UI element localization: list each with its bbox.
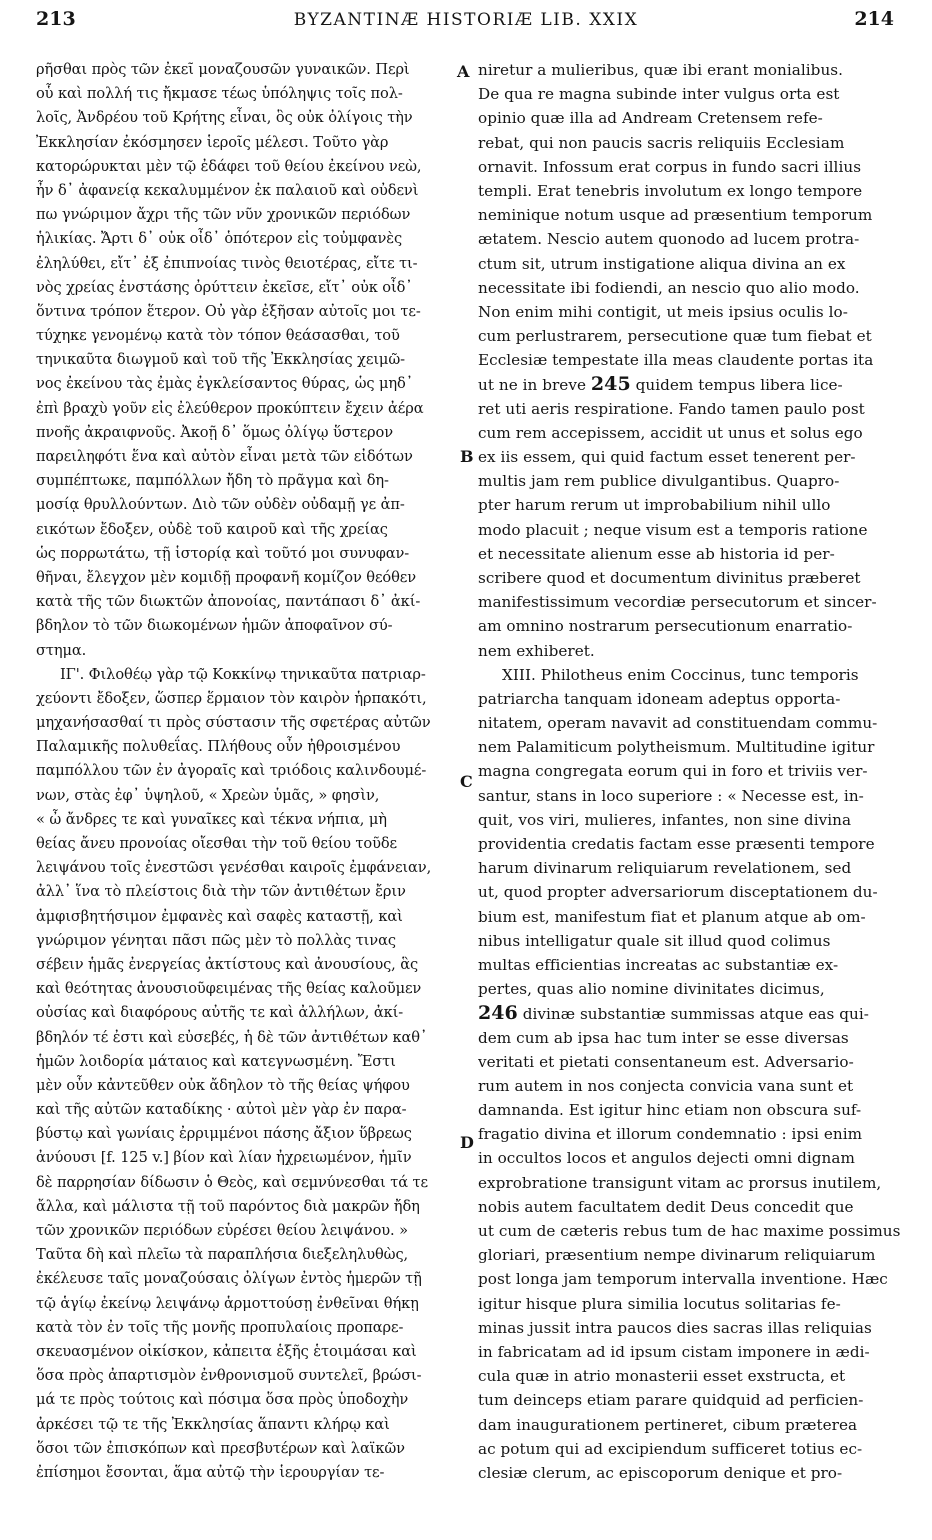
latin-text-line: post longa jam temporum intervalla inventione. Hæc xyxy=(478,1270,888,1289)
greek-text-line: κατορώρυκται μὲν τῷ ἐδάφει τοῦ θείου ἐκείνου νεὼ, xyxy=(36,157,422,175)
greek-text-line: τύχηκε γενομένῳ κατὰ τὸν τόπον θεάσασθαι, τοῦ xyxy=(36,327,400,345)
greek-text-line: ἀνύουσι [f. 125 v.] βίον καὶ λίαν ἠχρειωμένον, ἡμῖν xyxy=(36,1149,412,1167)
latin-text-line: De qua re magna subinde inter vulgus orta est xyxy=(478,85,840,104)
latin-text-line: multis jam rem publice divulgantibus. Quapro- xyxy=(478,472,840,491)
greek-text-line: νος ἐκείνου τὰς ἐμὰς ἐγκλείσαντος θύρας, ὡς μηδ᾽ xyxy=(36,375,413,393)
greek-text-line: ἀλλ᾽ ἵνα τὸ πλείστοις διὰ τὴν τῶν ἀντιθέτων ἔριν xyxy=(36,883,406,901)
latin-text-line: multas efficientias increatas ac substantiæ ex- xyxy=(478,955,839,974)
greek-text-line: σκευασμένον οἰκίσκον, κἀπειτα ἑξῆς ἑτοιμάσαι καὶ xyxy=(36,1342,417,1360)
latin-text-line: pter harum rerum ut improbabilium nihil ullo xyxy=(478,496,831,515)
latin-text-line: scribere quod et documentum divinitus præberet xyxy=(478,568,861,587)
latin-text-line: ornavit. Infossum erat corpus in fundo sacri illius xyxy=(478,157,862,176)
latin-text-line: ac potum qui ad excipiendum sufficeret totius ec- xyxy=(478,1439,863,1458)
greek-text-line: βδηλον τὸ τῶν διωκομένων ἡμῶν ἀποφαῖνον σύ- xyxy=(36,617,393,635)
latin-text-line: neminique notum usque ad præsentium temporum xyxy=(478,206,873,225)
greek-text-line: κατὰ τῆς τῶν διωκτῶν ἀπονοίας, παντάπασι δ᾽ ἀκί- xyxy=(36,593,421,611)
latin-text-line: niretur a mulieribus, quæ ibi erant monialibus. xyxy=(478,61,844,79)
greek-text-line: ἐπίσημοι ἔσονται, ἅμα αὐτῷ τὴν ἱερουργίαν τε- xyxy=(36,1463,385,1481)
greek-text-line: πω γνώριμον ἄχρι τῆς τῶν νῦν χρονικῶν περιόδων xyxy=(36,206,411,224)
greek-text-line: ἄλλα, καὶ μάλιστα τῇ τοῦ παρόντος διὰ μακρῶν ἤδη xyxy=(36,1197,420,1215)
latin-text-line: Non enim mihi contigit, ut meis ipsius oculis lo- xyxy=(478,302,848,321)
running-title: BYZANTINÆ HISTORIÆ LIB. XXIX xyxy=(293,10,639,30)
latin-text-line: providentia credatis factam esse præsenti tempore xyxy=(478,835,875,853)
latin-text-line: magna congregata eorum qui in foro et triviis ver- xyxy=(478,762,868,781)
page-number-right: 214 xyxy=(854,8,894,30)
greek-text-line: οὗ καὶ πολλή τις ἤκμασε τέως ὑπόληψις τοῖς πολ- xyxy=(36,85,403,103)
latin-text-line: in occultos locos et angulos dejecti omni dignam xyxy=(478,1149,855,1168)
latin-text-line: in fabricatam ad id ipsum cistam imponere in ædi- xyxy=(478,1342,870,1361)
page-number-left: 213 xyxy=(36,8,76,30)
latin-text-line: cula quæ in atrio monasterii esset exstructa, et xyxy=(478,1367,846,1386)
greek-text-line: μηχανήσασθαί τι πρὸς σύστασιν τῆς σφετέρας αὐτῶν xyxy=(36,714,431,732)
latin-text-line: ex iis essem, qui quid factum esset tenerent per- xyxy=(478,448,856,466)
greek-text-line: ἀμφισβητήσιμον ἐμφανὲς καὶ σαφὲς καταστῇ, καὶ xyxy=(36,907,403,925)
greek-text-line: παρειληφότι ἕνα καὶ αὐτὸν εἶναι μετὰ τῶν εἰδότων xyxy=(36,448,413,465)
latin-text-line: clesiæ clerum, ac episcoporum denique et pro- xyxy=(478,1463,843,1482)
latin-text-line: rebat, qui non paucis sacris reliquiis Ecclesiam xyxy=(478,133,845,152)
latin-text-line: ctum sit, utrum instigatione aliqua divina an ex xyxy=(478,254,846,273)
latin-text-line: ætatem. Nescio autem quonodo ad lucem protra- xyxy=(478,230,860,249)
latin-text-line: 246 divinæ substantiæ summissas atque eas qui- xyxy=(478,1002,869,1025)
greek-text-line: καὶ θεότητας ἀνουσιοῦφειμένας τῆς θείας καλοῦμεν xyxy=(36,980,422,998)
latin-text-line: igitur hisque plura similia locutus solitarias fe- xyxy=(478,1294,841,1313)
greek-text-line: « ὦ ἄνδρες τε καὶ γυναῖκες καὶ τέκνα νήπια, μὴ xyxy=(36,810,387,828)
latin-text-line: damnanda. Est igitur hinc etiam non obscura suf- xyxy=(478,1101,862,1120)
margin-letter-d: D xyxy=(460,1133,474,1152)
latin-text-line: modo placuit ; neque visum est a temporis ratione xyxy=(478,520,868,539)
greek-text-line: νων, στὰς ἐφ᾽ ὑψηλοῦ, « Χρεὼν ὑμᾶς, » φησὶν, xyxy=(36,786,380,804)
latin-text-line: fragatio divina et illorum condemnatio : ipsi enim xyxy=(478,1125,863,1144)
greek-text-line: καὶ τῆς αὐτῶν καταδίκης · αὐτοὶ μὲν γὰρ ἐν παρα- xyxy=(36,1101,407,1119)
greek-text-line: ὅσοι τῶν ἐπισκόπων καὶ πρεσβυτέρων καὶ λαϊκῶν xyxy=(36,1439,405,1457)
greek-text-line: οὐσίας καὶ διαφόρους αὐτῆς τε καὶ ἀλλήλων, ἀκί- xyxy=(36,1004,404,1022)
latin-text-line: necessitate ibi fodiendi, an nescio quo alio modo. xyxy=(478,278,860,297)
greek-text-column xyxy=(36,58,456,1485)
latin-text-line: nem exhiberet. xyxy=(478,641,595,660)
margin-letter-a: A xyxy=(457,62,470,81)
greek-text-line: τῷ ἁγίῳ ἐκείνῳ λειψάνῳ ἁρμοττούσῃ ἐνθεῖναι θήκῃ xyxy=(36,1294,419,1312)
greek-text-line: θείας ἄνευ προνοίας οἴεσθαι τὴν τοῦ θείου τοῦδε xyxy=(36,835,398,852)
latin-text-line: gloriari, præsentium nempe divinarum reliquiarum xyxy=(478,1246,876,1265)
greek-text-line: Παλαμικῆς πολυθεΐας. Πλήθους οὖν ἠθροισμένου xyxy=(36,738,401,756)
greek-text-line: εικότων ἔδοξεν, οὐδὲ τοῦ καιροῦ καὶ τῆς χρείας xyxy=(36,520,388,538)
greek-text-line: ἐκέλευσε ταῖς μοναζούσαις ὀλίγων ἐντὸς ἡμερῶν τῇ xyxy=(36,1270,422,1288)
latin-text-line: ret uti aeris respiratione. Fando tamen paulo post xyxy=(478,399,865,418)
greek-text-line: ἀρκέσει τῷ τε τῆς Ἐκκλησίας ἅπαντι κλήρῳ καὶ xyxy=(36,1415,390,1433)
greek-text-line: παμπόλλου τῶν ἐν ἀγοραῖς καὶ τριόδοις καλινδουμέ- xyxy=(36,762,427,780)
latin-text-line: manifestissimum vecordiæ persecutorum et sincer- xyxy=(478,593,877,612)
greek-text-line: ΙΓ'. Φιλοθέῳ γὰρ τῷ Κοκκίνῳ τηνικαῦτα πατριαρ- xyxy=(60,665,426,683)
latin-text-line: dam inaugurationem pertineret, cibum præterea xyxy=(478,1415,858,1434)
latin-text-line: am omnino nostrarum persecutionum enarratio- xyxy=(478,617,853,636)
latin-text-line: ut, quod propter adversariorum disceptationem du- xyxy=(478,883,878,902)
margin-letter-c: C xyxy=(460,772,473,791)
latin-text-line: bium est, manifestum fiat et planum atque ab om- xyxy=(478,907,866,926)
greek-text-line: ὅσα πρὸς ἀπαρτισμὸν ἐνθρονισμοῦ συντελεῖ, βρώσι- xyxy=(36,1367,422,1385)
inline-page-number: 246 xyxy=(478,1002,518,1025)
latin-text-line: et necessitate alienum esse ab historia id per- xyxy=(478,544,835,563)
latin-text-line: nem Palamiticum polytheismum. Multitudine igitur xyxy=(478,738,875,757)
greek-text-line: χεύοντι ἔδοξεν, ὥσπερ ἕρμαιον τὸν καιρὸν ἡρπακότι, xyxy=(36,689,427,707)
running-header xyxy=(0,8,932,38)
greek-text-line: ὅντινα τρόπον ἕτερον. Οὐ γὰρ ἐξῆσαν αὐτοῖς μοι τε- xyxy=(36,302,421,320)
greek-text-line: μὲν οὖν κἀντεῦθεν οὐκ ἄδηλον τὸ τῆς θείας ψήφου xyxy=(36,1076,410,1094)
greek-text-line: μοσίᾳ θρυλλούντων. Διὸ τῶν οὐδὲν οὐδαμῇ γε ἀπ- xyxy=(36,496,405,514)
greek-text-line: τῶν χρονικῶν περιόδων εὑρέσει θείου λειψάνου. » xyxy=(36,1222,408,1239)
greek-text-line: κατὰ τὸν ἐν τοῖς τῆς μονῆς προπυλαίοις προπαρε- xyxy=(36,1318,404,1336)
margin-letter-b: B xyxy=(460,447,474,466)
greek-text-line: ἐληλύθει, εἴτ᾽ ἐξ ἐπιπνοίας τινὸς θειοτέρας, εἴτε τι- xyxy=(36,254,418,272)
greek-text-line: γνώριμον γένηται πᾶσι πῶς μὲν τὸ πολλὰς τινας xyxy=(36,931,396,949)
latin-text-line: quit, vos viri, mulieres, infantes, non sine divina xyxy=(478,810,852,829)
greek-text-line: μά τε πρὸς τούτοις καὶ πόσιμα ὅσα πρὸς ὑποδοχὴν xyxy=(36,1391,409,1409)
latin-text-line: nobis autem facultatem dedit Deus concedit que xyxy=(478,1197,854,1216)
latin-text-column xyxy=(478,58,902,1485)
greek-text-line: θῆναι, ἔλεγχον μὲν κομιδῇ προφανῆ κομίζον θεόθεν xyxy=(36,568,417,586)
latin-text-line: exprobratione transigunt vitam ac prorsus inutilem, xyxy=(478,1173,882,1192)
greek-text-line: δὲ παρρησίαν δίδωσιν ὁ Θεὸς, καὶ σεμνύνεσθαι τά τε xyxy=(36,1173,428,1191)
latin-text-line: cum perlustrarem, persecutione quæ tum fiebat et xyxy=(478,327,872,346)
inline-page-number: 245 xyxy=(590,373,631,396)
latin-text-line: pertes, quas alio nomine divinitates dicimus, xyxy=(478,980,825,999)
latin-text-line: rum autem in nos conjecta convicia vana sunt et xyxy=(478,1076,854,1095)
latin-text-line: patriarcha tanquam idoneam adeptus opporta- xyxy=(478,689,841,708)
latin-text-line: ut ne in breve 245 quidem tempus libera lice- xyxy=(478,373,843,396)
latin-text-line: tum deinceps etiam parare quidquid ad perficien- xyxy=(478,1391,864,1410)
latin-text-line: nitatem, operam navavit ad constituendam commu- xyxy=(478,714,878,733)
greek-text-line: ἡμῶν λοιδορία μάταιος καὶ κατεγνωσμένη. Ἔστι xyxy=(36,1052,396,1070)
greek-text-line: νὸς χρείας ἐνστάσης ὀρύττειν ἐκεῖσε, εἴτ᾽ οὐκ οἶδ᾽ xyxy=(36,278,413,296)
greek-text-line: στημα. xyxy=(36,641,87,659)
latin-text-line: santur, stans in loco superiore : « Necesse est, in- xyxy=(478,786,864,805)
latin-text-line: ut cum de cæteris rebus tum de hac maxime possimus xyxy=(478,1222,901,1240)
greek-text-line: λοῖς, Ἀνδρέου τοῦ Κρήτης εἶναι, ὃς οὐκ ὀλίγοις τὴν xyxy=(36,109,413,127)
latin-text-line: XIII. Philotheus enim Coccinus, tunc temporis xyxy=(502,665,859,684)
latin-text-line: templi. Erat tenebris involutum ex longo tempore xyxy=(478,181,863,200)
greek-text-line: βύστῳ καὶ γωνίαις ἐρριμμένοι πάσης ἄξιον ὕβρεως xyxy=(36,1125,412,1143)
latin-text-line: nibus intelligatur quale sit illud quod colimus xyxy=(478,931,831,950)
greek-text-line: λειψάνου τοῖς ἐνεστῶσι γενέσθαι καιροῖς ἐμφάνειαν, xyxy=(36,859,432,877)
greek-text-line: ἡλικίας. Ἄρτι δ᾽ οὐκ οἶδ᾽ ὁπότερον εἰς τοὐμφανὲς xyxy=(36,230,403,248)
latin-text-line: dem cum ab ipsa hac tum inter se esse diversas xyxy=(478,1028,849,1047)
latin-text-line: Ecclesiæ tempestate illa meas claudente portas ita xyxy=(478,351,874,370)
latin-text-line: harum divinarum reliquiarum revelationem, sed xyxy=(478,859,852,878)
greek-text-line: βδηλόν τέ ἐστι καὶ εὐσεβές, ἡ δὲ τῶν ἀντιθέτων καθ᾽ xyxy=(36,1028,428,1046)
greek-text-line: ἦν δ᾽ ἀφανείᾳ κεκαλυμμένον ἐκ παλαιοῦ καὶ οὐδενὶ xyxy=(36,181,419,199)
latin-text-line: veritati et pietati consentaneum est. Adversario- xyxy=(478,1052,854,1071)
greek-text-line: πνοῆς ἀκραιφνοῦς. Ἀκοῇ δ᾽ ὅμως ὀλίγῳ ὕστερον xyxy=(36,423,393,441)
greek-text-line: ἐπὶ βραχὺ γοῦν εἰς ἐλεύθερον προκύπτειν ἔχειν ἀέρα xyxy=(36,399,424,417)
greek-text-line: ρῆσθαι πρὸς τῶν ἐκεῖ μοναζουσῶν γυναικῶν. Περὶ xyxy=(36,61,410,78)
greek-text-line: τηνικαῦτα διωγμοῦ καὶ τοῦ τῆς Ἐκκλησίας χειμῶ- xyxy=(36,351,405,369)
greek-text-line: σέβειν ἡμᾶς ἐνεργείας ἀκτίστους καὶ ἀνουσίους, ἃς xyxy=(36,955,419,973)
latin-text-line: cum rem accepissem, accidit ut unus et solus ego xyxy=(478,423,863,442)
greek-text-line: Ἐκκλησίαν ἐκόσμησεν ἱεροῖς μέλεσι. Τοῦτο γὰρ xyxy=(36,133,389,151)
greek-text-line: ὡς πορρωτάτω, τῇ ἱστορίᾳ καὶ τοῦτό μοι συνυφαν- xyxy=(36,544,410,562)
greek-text-line: Ταῦτα δὴ καὶ πλεῖω τὰ παραπλήσια διεξεληλυθὼς, xyxy=(36,1246,409,1264)
latin-text-line: opinio quæ illa ad Andream Cretensem refe- xyxy=(478,109,823,128)
latin-text-line: minas jussit intra paucos dies sacras illas reliquias xyxy=(478,1318,872,1337)
greek-text-line: συμπέπτωκε, παμπόλλων ἤδη τὸ πρᾶγμα καὶ δη- xyxy=(36,472,389,490)
